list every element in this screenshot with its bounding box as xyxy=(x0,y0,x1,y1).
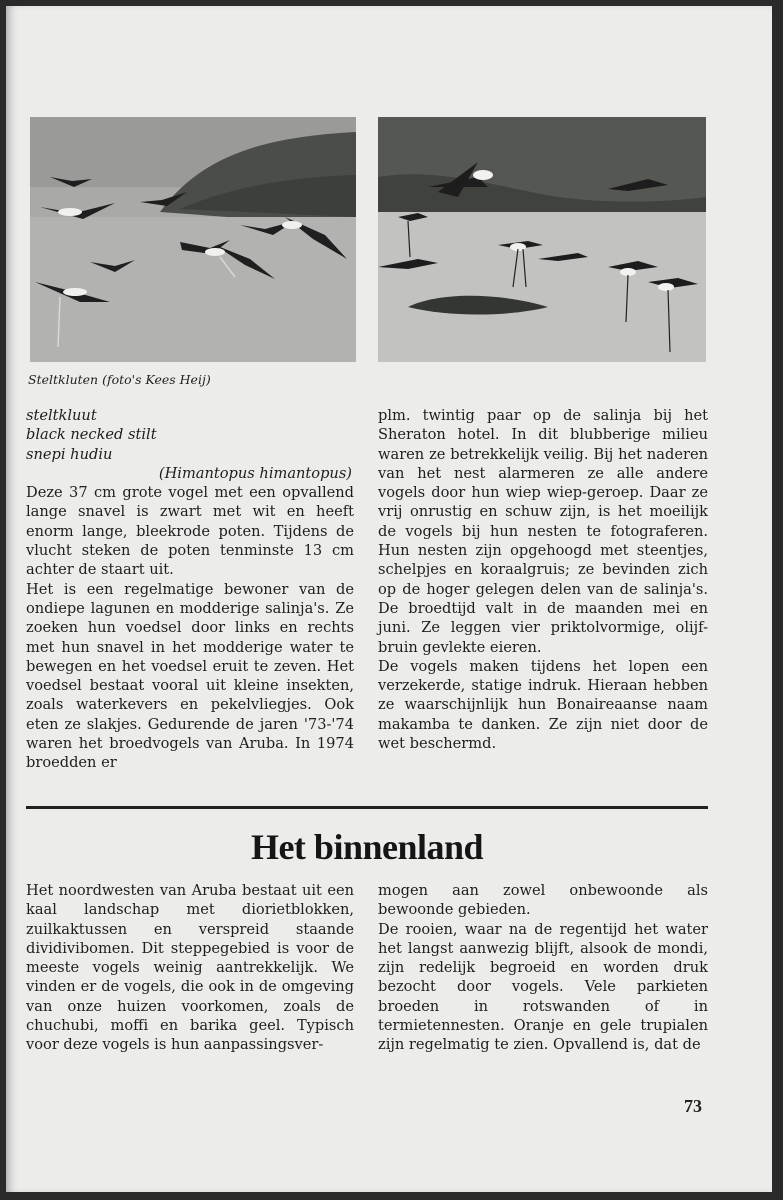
species-name-dutch: steltkluut xyxy=(26,407,97,424)
paragraph: Het is een regelmatige bewoner van de ondiepe lagunen en modderige salinja's. Ze zoeken hun voedsel door links en rechts met hun snavel in het modderige water te bewegen en het voedsel eruit te zeven. Het voedsel bestaat vooral uit kleine insekten, zoals waterkevers en pekelvliegjes. Ook eten ze slakjes. Gedurende de jaren '73-'74 waren het broedvogels van Aruba. In 1974 broedden er xyxy=(26,580,354,772)
section-column-1 xyxy=(26,881,354,1055)
scientific-name: (Himantopus himantopus) xyxy=(158,464,352,482)
paragraph: Het noordwesten van Aruba bestaat uit een kaal landschap met diorietblokken, zuilkaktussen en verspreid staande dividivibomen. Dit steppegebied is voor de meeste vogels weinig aantrekkelijk. We vinden er de vogels, die ook in de omgeving van onze huizen voorkomen, zoals de chuchubi, moffi en barika geel. Typisch voor deze vogels is hun aanpassingsver- xyxy=(26,882,354,1054)
article-column-1 xyxy=(26,406,354,773)
page-number: 73 xyxy=(684,1096,702,1116)
species-names xyxy=(26,406,354,464)
photo-caption: Steltkluten (foto's Kees Heij) xyxy=(28,372,211,387)
species-name-papiamento: snepi hudiu xyxy=(26,445,113,463)
paragraph: mogen aan zowel onbewoonde als bewoonde gebieden. xyxy=(378,882,708,919)
photo-stilts-flying xyxy=(30,117,356,362)
paragraph: Deze 37 cm grote vogel met een opvallend lange snavel is zwart met wit en heeft enorm lange, bleekrode poten. Tijdens de vlucht steken de poten tenminste 13 cm achter de staart uit. xyxy=(26,484,354,579)
paragraph: De rooien, waar na de regentijd het water het langst aanwezig blijft, alsook de mondi, zijn redelijk begroeid en worden druk bezocht door vogels. Vele parkieten broeden in rotswanden of in termietennesten. Oranje en gele trupialen zijn regelmatig te zien. Opvallend is, dat de xyxy=(378,920,708,1054)
species-name-english: black necked stilt xyxy=(26,426,157,444)
article-column-2 xyxy=(378,406,708,753)
paragraph: plm. twintig paar op de salinja bij het Sheraton hotel. In dit blubberige milieu waren ze betrekkelijk veilig. Bij het naderen van het nest alarmeren ze alle andere vogels door hun wiep wiep-geroep. Daar ze vrij onrustig en schuw zijn, is het moeilijk de vogels bij hun nesten te fotograferen. Hun nesten zijn opgehoogd met steentjes, schelpjes en koraalgruis; ze bevinden zich op de hoger gelegen delen van de salinja's. De broedtijd valt in de maanden mei en juni. Ze leggen vier priktolvormige, olijf-bruin gevlekte eieren. xyxy=(378,407,708,656)
section-divider xyxy=(26,806,708,809)
book-page xyxy=(6,6,772,1192)
paragraph: De vogels maken tijdens het lopen een verzekerde, statige indruk. Hieraan hebben ze waarschijnlijk hun Bonaireaanse naam makamba te danken. Ze zijn niet door de wet beschermd. xyxy=(378,657,708,753)
photo-stilts-wading xyxy=(378,117,706,362)
section-column-2 xyxy=(378,881,708,1055)
section-heading: Het binnenland xyxy=(250,827,484,867)
